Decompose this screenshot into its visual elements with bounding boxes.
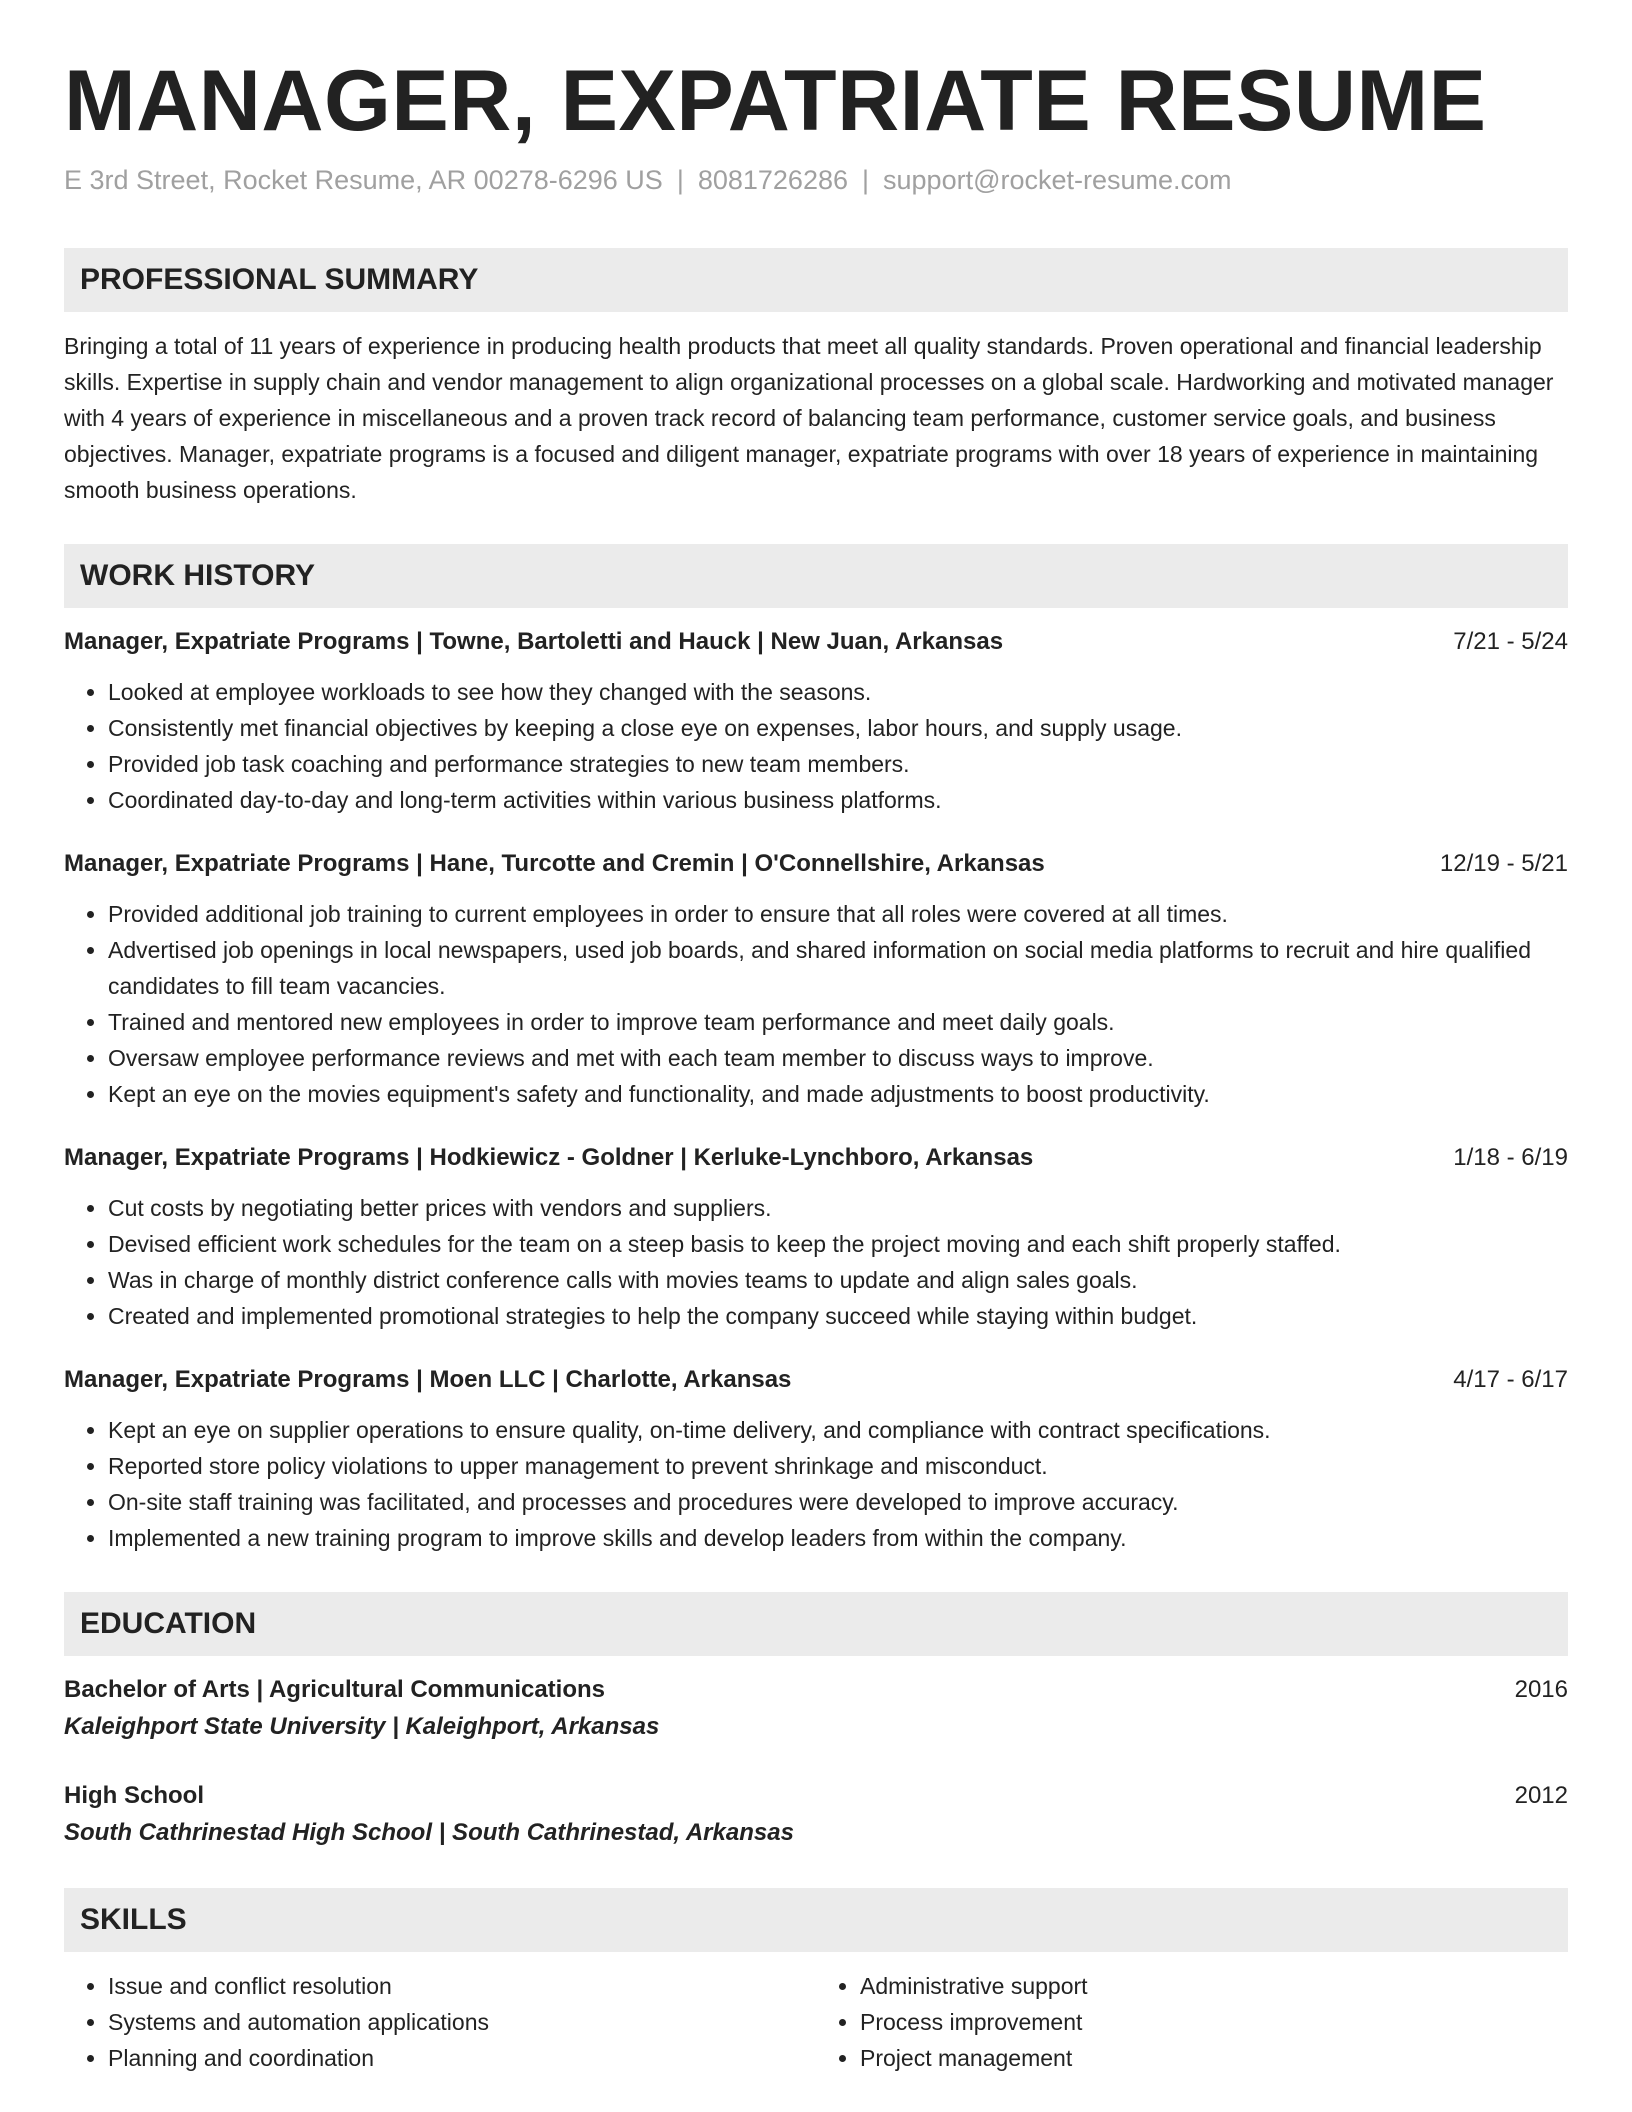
skills-list bbox=[64, 1968, 1568, 2076]
job-bullet: • Trained and mentored new employees in order to improve team performance and meet daily goals. bbox=[108, 1004, 1568, 1040]
education-school: Kaleighport State University | Kaleighport, Arkansas bbox=[64, 1712, 660, 1740]
job-title: Manager, Expatriate Programs | Towne, Bartoletti and Hauck | New Juan, Arkansas bbox=[64, 627, 1004, 655]
job-bullet: • Kept an eye on the movies equipment's safety and functionality, and made adjustments to boost productivity. bbox=[108, 1076, 1568, 1112]
job-entry bbox=[64, 846, 1568, 1112]
job-bullet: • Devised efficient work schedules for the team on a steep basis to keep the project moving and each shift properly staffed. bbox=[108, 1226, 1568, 1262]
education-year: 2016 bbox=[1514, 1675, 1568, 1703]
skills-heading: SKILLS bbox=[64, 1888, 1568, 1952]
job-bullet: • Kept an eye on supplier operations to ensure quality, on-time delivery, and compliance with contract specifications. bbox=[108, 1412, 1568, 1448]
job-bullet: • Cut costs by negotiating better prices with vendors and suppliers. bbox=[108, 1190, 1568, 1226]
skill-item: • Issue and conflict resolution bbox=[108, 1968, 816, 2004]
skill-item: • Process improvement bbox=[860, 2004, 1568, 2040]
job-title: Manager, Expatriate Programs | Moen LLC | Charlotte, Arkansas bbox=[64, 1365, 792, 1393]
education-degree: Bachelor of Arts | Agricultural Communications bbox=[64, 1675, 606, 1703]
job-dates: 7/21 - 5/24 bbox=[1453, 627, 1568, 655]
skill-item: • Systems and automation applications bbox=[108, 2004, 816, 2040]
education-year: 2012 bbox=[1514, 1781, 1568, 1809]
job-entry bbox=[64, 624, 1568, 818]
contact-phone: 8081726286 bbox=[697, 164, 848, 195]
skills-column-right bbox=[816, 1968, 1568, 2076]
job-bullets bbox=[64, 1412, 1568, 1556]
job-bullet: • Looked at employee workloads to see how they changed with the seasons. bbox=[108, 674, 1568, 710]
job-bullet: • Implemented a new training program to improve skills and develop leaders from within the company. bbox=[108, 1520, 1568, 1556]
job-bullet: • Consistently met financial objectives by keeping a close eye on expenses, labor hours, and supply usage. bbox=[108, 710, 1568, 746]
job-bullet: • Provided additional job training to current employees in order to ensure that all roles were covered at all times. bbox=[108, 896, 1568, 932]
contact-separator: | bbox=[862, 164, 870, 195]
job-dates: 4/17 - 6/17 bbox=[1453, 1365, 1568, 1393]
job-bullet: • Created and implemented promotional strategies to help the company succeed while staying within budget. bbox=[108, 1298, 1568, 1334]
job-bullet: • Reported store policy violations to upper management to prevent shrinkage and misconduct. bbox=[108, 1448, 1568, 1484]
contact-email[interactable]: support@rocket-resume.com bbox=[883, 164, 1232, 195]
contact-line bbox=[64, 163, 1568, 198]
summary-heading: PROFESSIONAL SUMMARY bbox=[64, 248, 1568, 312]
job-bullet: • Advertised job openings in local newspapers, used job boards, and shared information on social media platforms to recruit and hire qualified candidates to fill team vacancies. bbox=[108, 932, 1568, 1004]
job-title: Manager, Expatriate Programs | Hodkiewicz - Goldner | Kerluke-Lynchboro, Arkansas bbox=[64, 1143, 1034, 1171]
resume-name: MANAGER, EXPATRIATE RESUME bbox=[64, 53, 1487, 149]
skill-item: • Administrative support bbox=[860, 1968, 1568, 2004]
job-entry bbox=[64, 1140, 1568, 1334]
education-header bbox=[64, 1778, 1568, 1814]
job-header bbox=[64, 846, 1568, 882]
skills-column-left bbox=[64, 1968, 816, 2076]
job-header bbox=[64, 624, 1568, 660]
job-bullets bbox=[64, 1190, 1568, 1334]
job-bullet: • Oversaw employee performance reviews and met with each team member to discuss ways to improve. bbox=[108, 1040, 1568, 1076]
job-bullet: • On-site staff training was facilitated, and processes and procedures were developed to improve accuracy. bbox=[108, 1484, 1568, 1520]
job-bullet: • Was in charge of monthly district conference calls with movies teams to update and align sales goals. bbox=[108, 1262, 1568, 1298]
job-bullets bbox=[64, 674, 1568, 818]
summary-text: Bringing a total of 11 years of experience in producing health products that meet all quality standards. Proven operational and financial leadership skills. Expertise in supply chain and vendor management to align organizational processes on a global scale. Hardworking and motivated manager with 4 years of experience in miscellaneous and a proven track record of balancing team performance, customer service goals, and business objectives. Manager, expatriate programs is a focused and diligent manager, expatriate programs with over 18 years of experience in maintaining smooth business operations. bbox=[64, 332, 1554, 503]
contact-address: E 3rd Street, Rocket Resume, AR 00278-6296 US bbox=[64, 164, 663, 195]
education-heading: EDUCATION bbox=[64, 1592, 1568, 1656]
job-header bbox=[64, 1140, 1568, 1176]
education-entry bbox=[64, 1672, 1568, 1746]
contact-separator: | bbox=[676, 164, 684, 195]
job-entry bbox=[64, 1362, 1568, 1556]
skill-item: • Project management bbox=[860, 2040, 1568, 2076]
skill-item: • Planning and coordination bbox=[108, 2040, 816, 2076]
education-school: South Cathrinestad High School | South Cathrinestad, Arkansas bbox=[64, 1818, 794, 1846]
job-dates: 12/19 - 5/21 bbox=[1439, 849, 1568, 877]
work-history-heading: WORK HISTORY bbox=[64, 544, 1568, 608]
job-bullet: • Coordinated day-to-day and long-term activities within various business platforms. bbox=[108, 782, 1568, 818]
education-header bbox=[64, 1672, 1568, 1708]
job-bullets bbox=[64, 896, 1568, 1112]
education-degree: High School bbox=[64, 1781, 204, 1809]
job-header bbox=[64, 1362, 1568, 1398]
job-dates: 1/18 - 6/19 bbox=[1453, 1143, 1568, 1171]
education-entry bbox=[64, 1778, 1568, 1852]
job-title: Manager, Expatriate Programs | Hane, Turcotte and Cremin | O'Connellshire, Arkansas bbox=[64, 849, 1045, 877]
job-bullet: • Provided job task coaching and performance strategies to new team members. bbox=[108, 746, 1568, 782]
